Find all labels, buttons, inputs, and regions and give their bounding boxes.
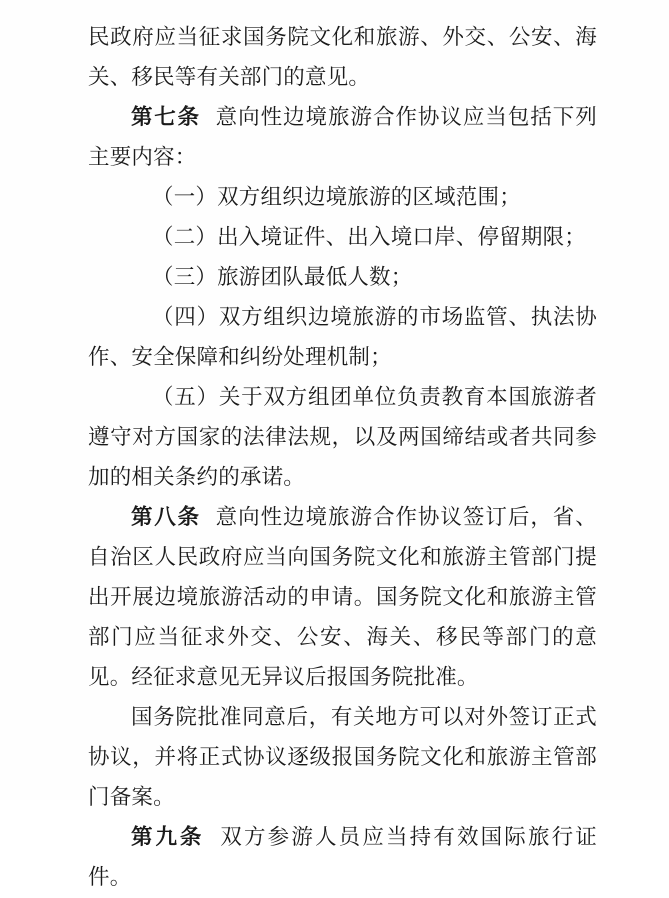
paragraph-article-7 [88, 98, 597, 178]
document-body [88, 18, 597, 898]
paragraph-item-5 [88, 378, 597, 498]
paragraph-text: 双方参游人员应当持有效国际旅行证件。 [88, 825, 597, 890]
paragraph-article-9 [88, 818, 597, 898]
paragraph-text: （二）出入境证件、出入境口岸、停留期限； [152, 225, 587, 250]
paragraph-text: （五）关于双方组团单位负责教育本国旅游者遵守对方国家的法律法规，以及两国缔结或者共同参加的相关条约的承诺。 [88, 385, 597, 490]
paragraph-text: 国务院批准同意后，有关地方可以对外签订正式协议，并将正式协议逐级报国务院文化和旅游主管部门备案。 [88, 705, 597, 810]
article-label: 第九条 [131, 825, 205, 850]
paragraph-item-3 [88, 258, 597, 298]
paragraph-text: 意向性边境旅游合作协议签订后，省、自治区人民政府应当向国务院文化和旅游主管部门提出开展边境旅游活动的申请。国务院文化和旅游主管部门应当征求外交、公安、海关、移民等部门的意见。经征求意见无异议后报国务院批准。 [88, 505, 597, 690]
paragraph-text: 民政府应当征求国务院文化和旅游、外交、公安、海关、移民等有关部门的意见。 [88, 25, 597, 90]
paragraph-text: （四）双方组织边境旅游的市场监管、执法协作、安全保障和纠纷处理机制； [88, 305, 597, 370]
paragraph-text: （三）旅游团队最低人数； [152, 265, 413, 290]
paragraph-continued [88, 18, 597, 98]
paragraph-item-4 [88, 298, 597, 378]
article-label: 第七条 [131, 105, 201, 130]
paragraph-article-8-continued [88, 698, 597, 818]
paragraph-item-2 [88, 218, 597, 258]
article-label: 第八条 [131, 505, 201, 530]
paragraph-article-8 [88, 498, 597, 698]
paragraph-text: 意向性边境旅游合作协议应当包括下列主要内容： [88, 105, 597, 170]
paragraph-text: （一）双方组织边境旅游的区域范围； [152, 185, 521, 210]
paragraph-item-1 [88, 178, 597, 218]
